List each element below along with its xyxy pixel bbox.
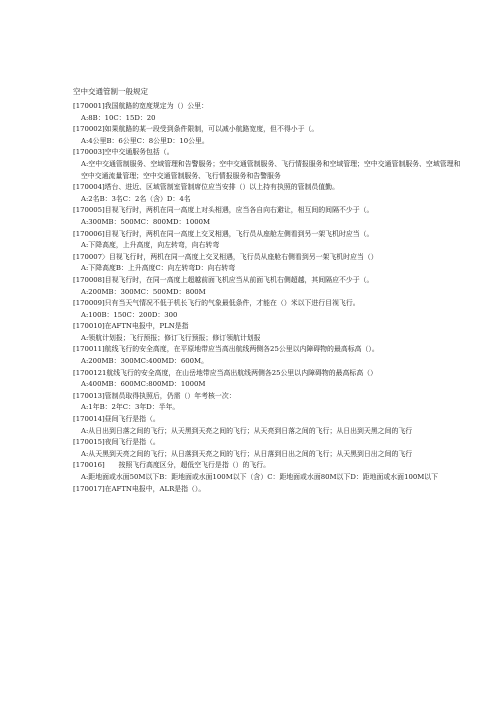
- question-text: [170007〉目视飞行时，两机在同一高度上交叉相遇，飞行员从座舱右侧看到另一架飞机时应当（）: [73, 252, 378, 261]
- answer-options: A:200MB：300MC：500MD：800M: [81, 287, 206, 296]
- answer-options: A:300MB：500MC：800MD：1000M: [81, 217, 211, 226]
- answer-options: A:下降高度B：上升高度C：向左转弯D：向右转弯: [81, 264, 236, 273]
- question-text: [170003]空中交通服务包括（。: [73, 148, 174, 157]
- answer-options: A:2名B：3名C：2名（含）D：4名: [81, 194, 191, 203]
- question-text: [170008]目视飞行时，在同一高度上超越前面飞机应当从前面飞机右侧超越，其间隔应不少于（。: [73, 275, 374, 284]
- question-list: [73, 101, 463, 495]
- question-text: [170016] 按照飞行高度区分，超低空飞行是指（）的飞行。: [73, 461, 271, 470]
- answer-options: A:200MB：300MC:400MD：600M。: [81, 357, 208, 366]
- answer-options: A:领航计划报；飞行预报；修订飞行预报；修订领航计划报: [81, 333, 261, 342]
- question-text: [170011]航线飞行的安全高度，在平原地带应当高出航线两侧各25公里以内障碍物的最高标高（）。: [73, 345, 379, 354]
- answer-options: A:8B：10C：15D：20: [81, 113, 156, 122]
- question-text: [170001]我国航路的宽度规定为（）公里：: [73, 102, 209, 110]
- answer-options: A:空中交通管制服务、空域管理和告警服务；空中交通管制服务、飞行情报服务和空域管理；空中交通管制服务、空域管理和空中交通流量管理；空中交通管制服务、飞行情报服务和告警服务: [81, 159, 461, 180]
- answer-options: A:100B：150C：200D：300: [81, 310, 178, 319]
- question-text: [170009]只有当天气情况不低于机长飞行的气象最低条件，才能在（）米以下进行目视飞行。: [73, 299, 360, 308]
- question-text: [170006]目视飞行时，两机在同一高度上交叉相遇，飞行员从座舱左侧看到另一架飞机时应当（。: [73, 229, 374, 238]
- answer-options: A:1年B：2年C：3年D：半年。: [81, 403, 180, 412]
- answer-options: A:下降高度，上升高度，向左转弯，向右转弯: [81, 241, 220, 250]
- question-text: [170005]目视飞行时，两机在同一高度上对头相遇，应当各自向右避让，相互间的间隔不少于（。: [73, 206, 374, 215]
- question-text: [170015]夜间飞行是指（。: [73, 438, 160, 447]
- answer-options: A:距地面或水面50M以下B：距地面或水面100M以下（含）C：距地面或水面80M以下D：距地面或水面100M以下: [81, 473, 439, 481]
- question-text: [170017]在AFTN电报中，ALR是指（）。: [73, 484, 206, 493]
- answer-options: A:400MB：600MC:800MD：1000M: [81, 380, 206, 389]
- question-text: [170014]昼间飞行是指（。: [73, 415, 160, 424]
- answer-options: A:4公里B：6公里C：8公里D：10公里。: [81, 136, 209, 145]
- page-title: 空中交通管制一般规定: [73, 87, 148, 96]
- question-text: [170013]管制员取得执照后，仍需（）年考核一次：: [73, 391, 236, 400]
- question-text: [1700121航线飞行的安全高度，在山岳地带应当高出航线两侧各25公里以内障碍物的最高标高（）: [73, 368, 377, 377]
- answer-options: A:从天黑到天亮之间的飞行；从日落到天亮之间的飞行；从日落到日出之间的飞行；从天黑到日出之间的飞行: [81, 449, 413, 458]
- question-text: [170004]塔台、进近、区域管制室管制席位应当安排（）以上持有执照的管制员值勤。: [73, 183, 339, 192]
- question-text: [170010]在AFTN电报中，PLN是指: [73, 322, 189, 331]
- answer-options: A:从日出到日落之间的飞行；从天黑到天亮之间的飞行；从天亮到日落之间的飞行；从日出到天黑之间的飞行: [81, 426, 413, 435]
- question-text: [170002]如果航路的某一段受到条件限制，可以减小航路宽度，但不得小于（。: [73, 125, 319, 134]
